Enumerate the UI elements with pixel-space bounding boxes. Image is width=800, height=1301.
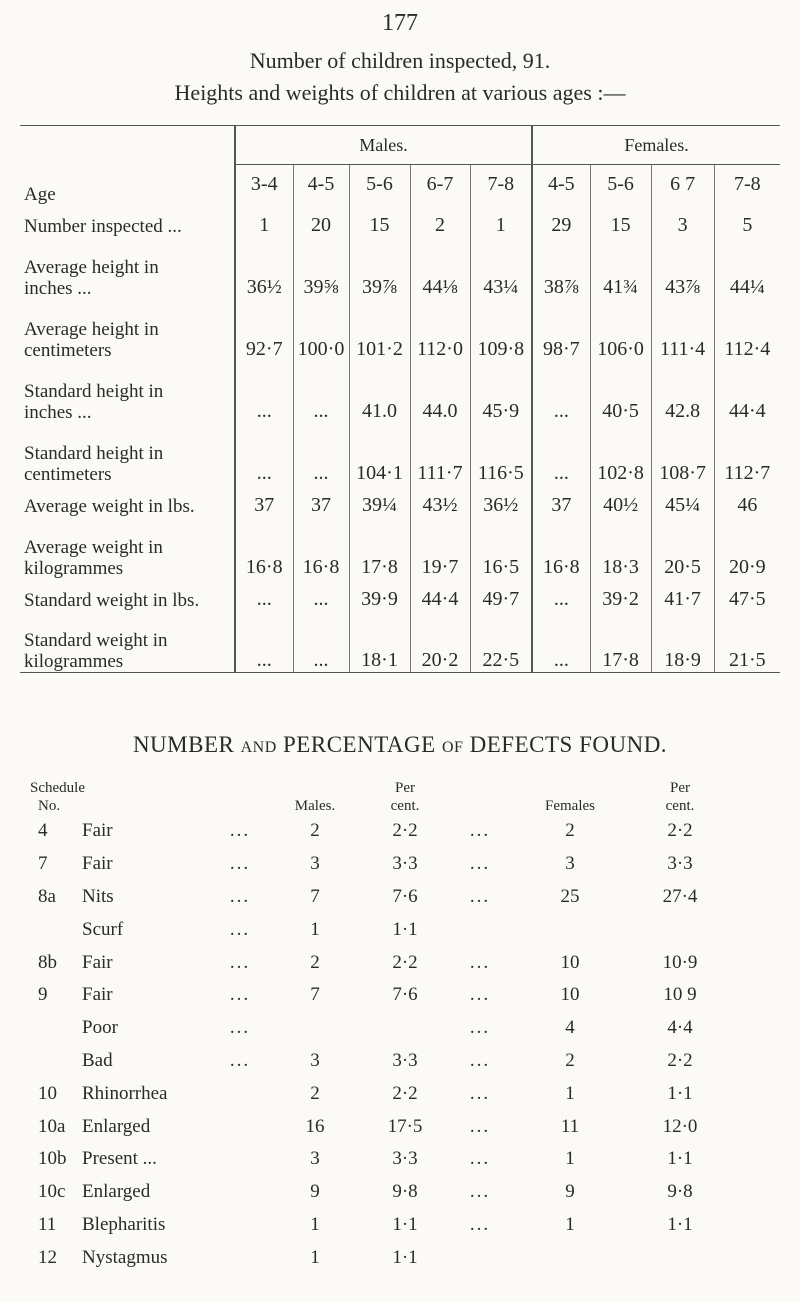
females-percent: 2·2 (667, 820, 693, 842)
defect-name: Fair (82, 951, 113, 973)
leader-dots: ... (469, 1082, 491, 1104)
males-percent: 1·1 (392, 1246, 418, 1268)
females-percent: 10·9 (662, 951, 698, 973)
value-cell: 39⅝ (293, 237, 349, 299)
value-cell: 39·2 (590, 579, 651, 611)
defect-row (30, 913, 730, 946)
value-cell: 37 (532, 485, 590, 517)
defect-name: Fair (82, 820, 113, 842)
females-count: 10 (560, 951, 580, 973)
age-cell: 4-5 (293, 165, 349, 205)
females-count: 10 (560, 984, 580, 1006)
value-cell: 3 (651, 205, 714, 237)
data-row (20, 423, 780, 485)
schedule-no: 8b (38, 951, 57, 973)
leader-dots: ... (469, 820, 491, 842)
males-count: 1 (310, 1246, 320, 1268)
value-cell: 37 (293, 485, 349, 517)
females-percent: 1·1 (667, 1148, 693, 1170)
value-cell: 112·7 (714, 423, 780, 485)
defect-name: Present ... (82, 1148, 157, 1170)
age-row (20, 165, 780, 205)
males-percent: 3·3 (392, 1148, 418, 1170)
value-cell: 49·7 (470, 579, 532, 611)
value-cell: 18·9 (651, 611, 714, 673)
value-cell: 15 (590, 205, 651, 237)
males-percent (360, 1012, 450, 1045)
value-cell: 47·5 (714, 579, 780, 611)
males-percent: 3·3 (392, 1049, 418, 1071)
age-label: Age (20, 165, 235, 205)
value-cell: 20 (293, 205, 349, 237)
defect-row (30, 815, 730, 848)
value-cell: 20·2 (410, 611, 470, 673)
leader-dots: ... (229, 885, 251, 907)
males-percent: 17·5 (387, 1115, 423, 1137)
value-cell: 29 (532, 205, 590, 237)
value-cell: 1 (470, 205, 532, 237)
females-percent: 1·1 (667, 1213, 693, 1235)
value-cell: 20·5 (651, 517, 714, 579)
males-percent: 2·2 (392, 820, 418, 842)
schedule-no: 7 (38, 853, 48, 875)
data-row (20, 361, 780, 423)
value-cell: 43¼ (470, 237, 532, 299)
females-count: 2 (565, 820, 575, 842)
age-cell: 6 7 (651, 165, 714, 205)
females-percent (630, 913, 730, 946)
females-header: Females (545, 798, 596, 814)
defect-name: Enlarged (82, 1181, 151, 1203)
age-cell: 3-4 (235, 165, 293, 205)
data-row (20, 485, 780, 517)
females-percent: 10 9 (663, 984, 697, 1006)
males-percent: 7·6 (392, 984, 418, 1006)
value-cell: 41·7 (651, 579, 714, 611)
value-cell: 116·5 (470, 423, 532, 485)
value-cell: 112·4 (714, 299, 780, 361)
value-cell: 106·0 (590, 299, 651, 361)
schedule-no (30, 1012, 82, 1045)
males-group-header: Males. (235, 126, 532, 165)
females-percent: 4·4 (667, 1017, 693, 1039)
females-count: 3 (565, 853, 575, 875)
data-row (20, 205, 780, 237)
schedule-header: Schedule (30, 780, 85, 796)
male-per-header: Per (395, 780, 416, 796)
value-cell: 98·7 (532, 299, 590, 361)
schedule-no: 10c (38, 1181, 66, 1203)
value-cell: ... (235, 579, 293, 611)
males-percent: 9·8 (392, 1181, 418, 1203)
heights-weights-intro: Heights and weights of children at various ages :— (174, 80, 626, 105)
defect-name: Fair (82, 853, 113, 875)
defect-row (30, 848, 730, 881)
females-count: 1 (565, 1213, 575, 1235)
row-label-line: Average weight in (24, 536, 163, 558)
heights-weights-table (20, 125, 780, 673)
value-cell: 20·9 (714, 517, 780, 579)
value-cell: 92·7 (235, 299, 293, 361)
row-label (20, 485, 235, 517)
value-cell: 40·5 (590, 361, 651, 423)
females-count (510, 1241, 630, 1274)
defect-name: Blepharitis (82, 1213, 166, 1235)
value-cell: 37 (235, 485, 293, 517)
males-count: 16 (305, 1115, 325, 1137)
males-count: 2 (310, 1082, 320, 1104)
value-cell: 38⅞ (532, 237, 590, 299)
schedule-no (30, 913, 82, 946)
defect-row (30, 881, 730, 914)
females-count: 1 (565, 1148, 575, 1170)
row-label-line: Number inspected ... (24, 215, 182, 237)
schedule-no: 8a (38, 885, 56, 907)
page-number: 177 (382, 10, 418, 36)
females-percent: 12·0 (662, 1115, 698, 1137)
females-count: 9 (565, 1181, 575, 1203)
males-percent: 1·1 (392, 1213, 418, 1235)
schedule-no-header: No. (38, 798, 61, 814)
defect-name: Rhinorrhea (82, 1082, 168, 1104)
value-cell: 18·1 (349, 611, 410, 673)
males-count: 1 (310, 918, 320, 940)
defect-row (30, 1143, 730, 1176)
males-count: 7 (310, 984, 320, 1006)
row-label (20, 299, 235, 361)
row-label (20, 237, 235, 299)
defect-row (30, 1176, 730, 1209)
leader-dots: ... (229, 1017, 251, 1039)
females-count: 2 (565, 1049, 575, 1071)
females-percent: 27·4 (662, 885, 698, 907)
value-cell: 16·5 (470, 517, 532, 579)
leader-dots: ... (229, 951, 251, 973)
value-cell: ... (293, 361, 349, 423)
females-count: 25 (560, 885, 580, 907)
value-cell: 2 (410, 205, 470, 237)
defect-name: Fair (82, 984, 113, 1006)
value-cell: ... (235, 611, 293, 673)
defect-name: Scurf (82, 918, 124, 940)
leader-dots: ... (229, 918, 251, 940)
value-cell: 111·4 (651, 299, 714, 361)
females-count: 1 (565, 1082, 575, 1104)
value-cell: 44⅛ (410, 237, 470, 299)
leader-dots (210, 1077, 270, 1110)
female-cent-header: cent. (665, 798, 695, 814)
male-cent-header: cent. (390, 798, 420, 814)
females-count: 11 (560, 1115, 580, 1137)
row-label-line: Standard height in (24, 380, 164, 402)
males-percent: 3·3 (392, 853, 418, 875)
leader-dots: ... (469, 1181, 491, 1203)
leader-dots: ... (469, 1148, 491, 1170)
males-count: 2 (310, 951, 320, 973)
defect-row (30, 946, 730, 979)
group-header-row (20, 126, 780, 165)
value-cell: ... (293, 579, 349, 611)
value-cell: 44·4 (410, 579, 470, 611)
males-percent: 1·1 (392, 918, 418, 940)
leader-dots (450, 913, 510, 946)
leader-dots: ... (469, 853, 491, 875)
value-cell: 40½ (590, 485, 651, 517)
value-cell: 44¼ (714, 237, 780, 299)
value-cell: 43⅞ (651, 237, 714, 299)
value-cell: ... (532, 579, 590, 611)
data-row (20, 517, 780, 579)
males-count: 2 (310, 820, 320, 842)
value-cell: ... (532, 423, 590, 485)
defect-row (30, 979, 730, 1012)
defects-table (30, 770, 730, 1274)
leader-dots (450, 1241, 510, 1274)
males-count: 9 (310, 1181, 320, 1203)
schedule-no: 12 (38, 1246, 57, 1268)
row-label-line: centimeters (24, 463, 112, 485)
value-cell: 45¼ (651, 485, 714, 517)
value-cell: 41.0 (349, 361, 410, 423)
defect-name: Nits (82, 885, 114, 907)
leader-dots: ... (469, 885, 491, 907)
row-label-line: Standard height in (24, 442, 164, 464)
value-cell: 39⅞ (349, 237, 410, 299)
defect-row (30, 1045, 730, 1078)
value-cell: 102·8 (590, 423, 651, 485)
defect-name: Enlarged (82, 1115, 151, 1137)
row-label-line: kilogrammes (24, 651, 124, 672)
row-label-line: centimeters (24, 339, 112, 361)
leader-dots: ... (229, 1049, 251, 1071)
schedule-no: 4 (38, 820, 48, 842)
defect-name: Poor (82, 1017, 118, 1039)
value-cell: ... (532, 361, 590, 423)
value-cell: 1 (235, 205, 293, 237)
leader-dots (210, 1241, 270, 1274)
schedule-no: 10b (38, 1148, 67, 1170)
value-cell: 112·0 (410, 299, 470, 361)
females-group-header: Females. (532, 126, 780, 165)
defect-row (30, 1110, 730, 1143)
value-cell: 111·7 (410, 423, 470, 485)
males-count: 3 (310, 1148, 320, 1170)
females-percent: 2·2 (667, 1049, 693, 1071)
value-cell: 44·4 (714, 361, 780, 423)
value-cell: 19·7 (410, 517, 470, 579)
defect-row (30, 1012, 730, 1045)
defect-name: Bad (82, 1049, 113, 1071)
value-cell: 109·8 (470, 299, 532, 361)
defect-row (30, 1077, 730, 1110)
value-cell: 22·5 (470, 611, 532, 673)
value-cell: 17·8 (590, 611, 651, 673)
row-label-line: kilogrammes (24, 557, 124, 579)
row-label (20, 611, 235, 673)
row-label-line: Average height in (24, 318, 159, 340)
children-inspected-line: Number of children inspected, 91. (249, 48, 551, 73)
males-count: 1 (310, 1213, 320, 1235)
males-percent: 7·6 (392, 885, 418, 907)
leader-dots: ... (469, 1115, 491, 1137)
schedule-no: 11 (38, 1213, 57, 1235)
data-row (20, 611, 780, 673)
value-cell: 43½ (410, 485, 470, 517)
value-cell: 15 (349, 205, 410, 237)
females-percent: 1·1 (667, 1082, 693, 1104)
value-cell: 41¾ (590, 237, 651, 299)
females-percent: 9·8 (667, 1181, 693, 1203)
age-cell: 7-8 (714, 165, 780, 205)
age-cell: 5-6 (590, 165, 651, 205)
value-cell: 39¼ (349, 485, 410, 517)
value-cell: ... (532, 611, 590, 673)
leader-dots (210, 1176, 270, 1209)
value-cell: ... (293, 423, 349, 485)
data-row (20, 579, 780, 611)
value-cell: 36½ (235, 237, 293, 299)
males-count: 7 (310, 885, 320, 907)
value-cell: 104·1 (349, 423, 410, 485)
age-cell: 4-5 (532, 165, 590, 205)
row-label (20, 517, 235, 579)
leader-dots: ... (469, 1049, 491, 1071)
row-label (20, 361, 235, 423)
value-cell: 16·8 (235, 517, 293, 579)
row-label-line: Average weight in lbs. (24, 495, 195, 517)
row-label (20, 579, 235, 611)
row-label-line: Average height in (24, 256, 159, 278)
males-count (270, 1012, 360, 1045)
leader-dots (210, 1209, 270, 1242)
defect-name: Nystagmus (82, 1246, 168, 1268)
age-cell: 6-7 (410, 165, 470, 205)
value-cell: ... (293, 611, 349, 673)
males-count: 3 (310, 1049, 320, 1071)
female-per-header: Per (670, 780, 691, 796)
value-cell: 17·8 (349, 517, 410, 579)
value-cell: 16·8 (532, 517, 590, 579)
row-label-line: inches ... (24, 277, 92, 299)
schedule-no (30, 1045, 82, 1078)
males-percent: 2·2 (392, 951, 418, 973)
age-cell: 5-6 (349, 165, 410, 205)
value-cell: 18·3 (590, 517, 651, 579)
schedule-no: 10 (38, 1082, 57, 1104)
leader-dots: ... (469, 1017, 491, 1039)
value-cell: 42.8 (651, 361, 714, 423)
value-cell: 21·5 (714, 611, 780, 673)
data-row (20, 299, 780, 361)
value-cell: 100·0 (293, 299, 349, 361)
value-cell: 36½ (470, 485, 532, 517)
schedule-no: 9 (38, 984, 48, 1006)
females-count (510, 913, 630, 946)
value-cell: 101·2 (349, 299, 410, 361)
value-cell: ... (235, 423, 293, 485)
schedule-no: 10a (38, 1115, 66, 1137)
leader-dots (210, 1110, 270, 1143)
leader-dots (210, 1143, 270, 1176)
leader-dots: ... (469, 951, 491, 973)
females-count: 4 (565, 1017, 575, 1039)
row-label-line: Standard weight in (24, 630, 168, 651)
row-label (20, 423, 235, 485)
defects-header-row (30, 770, 730, 815)
row-label-line: Standard weight in lbs. (24, 589, 200, 611)
leader-dots: ... (229, 853, 251, 875)
value-cell: ... (235, 361, 293, 423)
females-percent (630, 1241, 730, 1274)
value-cell: 39·9 (349, 579, 410, 611)
value-cell: 108·7 (651, 423, 714, 485)
males-count: 3 (310, 853, 320, 875)
age-cell: 7-8 (470, 165, 532, 205)
leader-dots: ... (469, 984, 491, 1006)
males-percent: 2·2 (392, 1082, 418, 1104)
leader-dots: ... (469, 1213, 491, 1235)
value-cell: 16·8 (293, 517, 349, 579)
females-percent: 3·3 (667, 853, 693, 875)
leader-dots: ... (229, 820, 251, 842)
leader-dots: ... (229, 984, 251, 1006)
defects-title: NUMBER AND PERCENTAGE OF DEFECTS FOUND. (132, 732, 668, 757)
row-label (20, 205, 235, 237)
defect-row (30, 1241, 730, 1274)
row-label-line: inches ... (24, 401, 92, 423)
value-cell: 5 (714, 205, 780, 237)
value-cell: 44.0 (410, 361, 470, 423)
males-header: Males. (294, 798, 336, 814)
value-cell: 45·9 (470, 361, 532, 423)
data-row (20, 237, 780, 299)
value-cell: 46 (714, 485, 780, 517)
defect-row (30, 1209, 730, 1242)
